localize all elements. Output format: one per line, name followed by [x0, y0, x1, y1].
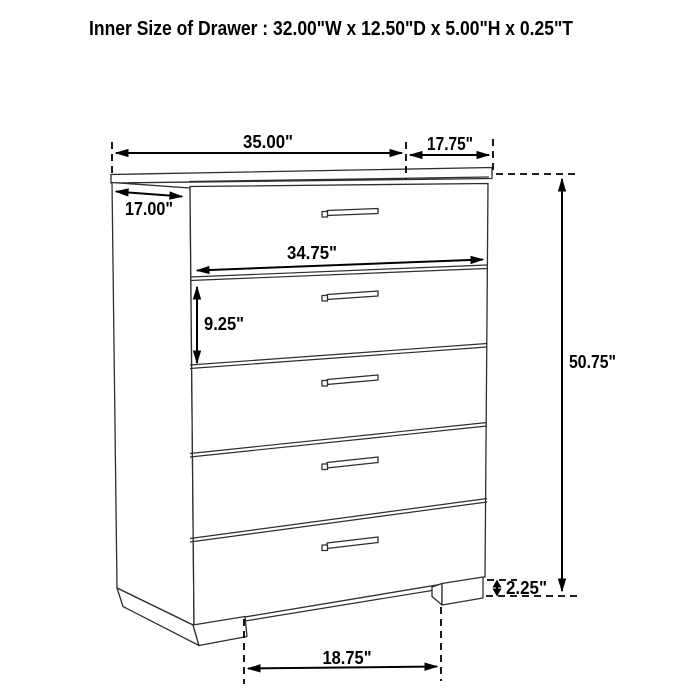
dim-left-side-depth-label: 17.00" — [125, 199, 173, 219]
chest-drawing — [111, 168, 492, 646]
dim-overall-height-label: 50.75" — [569, 352, 616, 372]
dim-drawer-front-width-label: 34.75" — [287, 243, 337, 263]
dim-top-width-label: 35.00" — [243, 132, 293, 152]
dim-base-height — [487, 578, 547, 598]
page-title: Inner Size of Drawer : 32.00"W x 12.50"D x 5.00"H x 0.25"T — [89, 18, 573, 40]
dim-base-height-label: 2.25" — [506, 578, 547, 598]
chest-top-panel — [111, 168, 492, 184]
dim-leg-gap — [244, 607, 441, 684]
chest-side-panel — [112, 183, 194, 626]
dim-leg-gap-label: 18.75" — [322, 648, 372, 668]
chest-front-face — [190, 184, 488, 626]
dim-overall-height — [486, 174, 616, 596]
dim-top-side-depth-label: 17.75" — [427, 134, 473, 154]
chest-right-leg-side — [432, 584, 442, 606]
dim-drawer-front-height-label: 9.25" — [204, 314, 244, 334]
